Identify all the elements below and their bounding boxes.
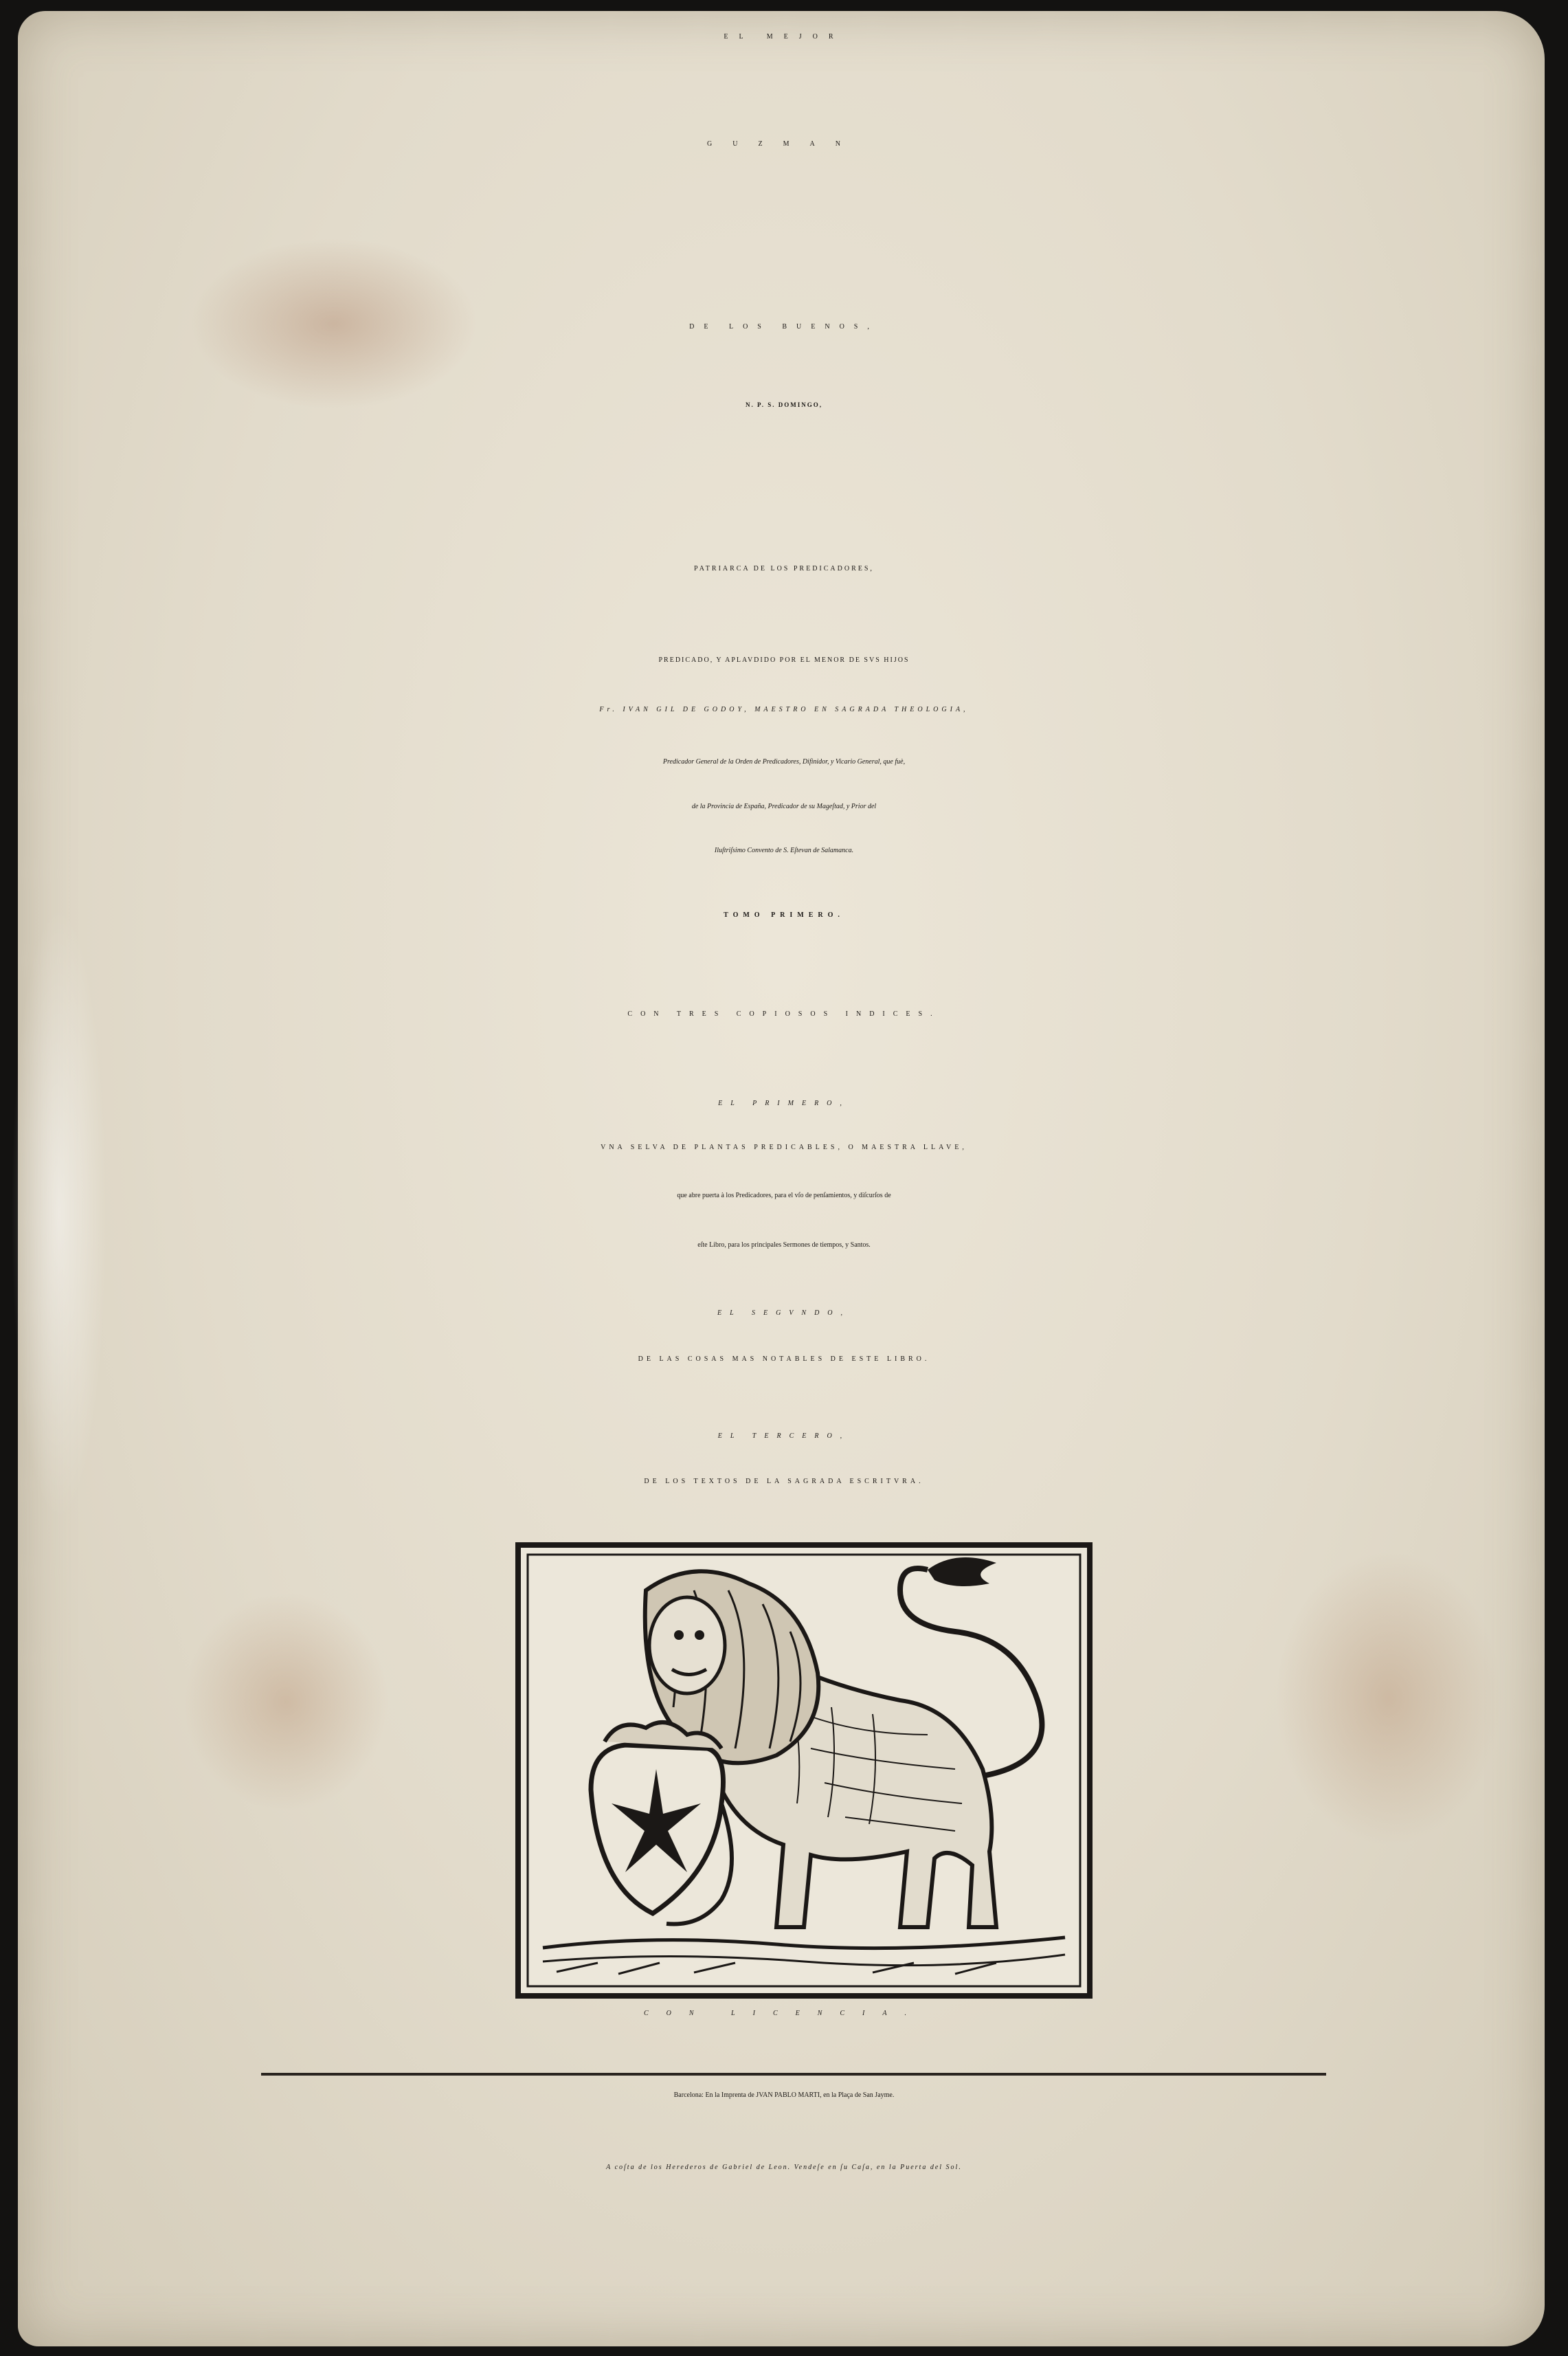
index-3-line-1: DE LOS TEXTOS DE LA SAGRADA ESCRITVRA. xyxy=(644,1478,924,1485)
stamp-stain-left xyxy=(183,1592,389,1812)
title-line-3: DE LOS BUENOS, xyxy=(689,323,879,331)
index-1-line-1: VNA SELVA DE PLANTAS PREDICABLES, O MAESTRA LLAVE, xyxy=(601,1144,967,1151)
stamp-stain-right xyxy=(1275,1551,1502,1846)
index-1-line-2: que abre puerta à los Predicadores, para el vſo de penſamientos, y diſcurſos de xyxy=(677,1192,891,1199)
patriarch-line: PATRIARCA DE LOS PREDICADORES, xyxy=(694,565,874,573)
title-line-1: EL MEJOR xyxy=(724,33,844,41)
title-line-4: N. P. S. DOMINGO, xyxy=(746,401,822,408)
index-3-heading: EL TERCERO, xyxy=(717,1432,851,1440)
license-line: CON LICENCIA. xyxy=(643,2010,924,2017)
index-1-line-3: eſte Libro, para los principales Sermones de tiempos, y Santos. xyxy=(697,1241,871,1249)
imprint-rule xyxy=(261,2073,1326,2076)
lion-woodcut-image xyxy=(515,1542,1093,1999)
author-line-2: Predicador General de la Orden de Predicadores, Difinidor, y Vicario General, que fuè, xyxy=(662,758,906,766)
index-1-heading: EL PRIMERO, xyxy=(718,1100,850,1107)
index-2-line-1: DE LAS COSAS MAS NOTABLES DE ESTE LIBRO. xyxy=(638,1355,930,1363)
index-2-heading: EL SEGVNDO, xyxy=(717,1309,851,1317)
edge-wear xyxy=(11,904,107,1523)
imprint-line: Barcelona: En la Imprenta de JVAN PABLO MARTI, en la Plaça de San Jayme. xyxy=(673,2091,895,2099)
indices-line: CON TRES COPIOSOS INDICES. xyxy=(627,1010,941,1018)
author-line-3: de la Provincia de España, Predicador de su Mageſtad, y Prior del xyxy=(691,803,877,810)
volume-title: TOMO PRIMERO. xyxy=(724,911,844,919)
cost-line: A coſta de los Herederos de Gabriel de Leon. Vendeſe en ſu Caſa, en la Puerta del Sol. xyxy=(606,2164,962,2171)
preached-line: PREDICADO, Y APLAVDIDO POR EL MENOR DE SVS HIJOS xyxy=(658,656,910,664)
author-line-4: Iluſtriſsimo Convento de S. Eſtevan de Salamanca. xyxy=(714,847,854,854)
author-line-1: Fr. IVAN GIL DE GODOY, MAESTRO EN SAGRADA THEOLOGIA, xyxy=(599,706,969,713)
title-line-2: GUZMAN xyxy=(707,140,861,148)
